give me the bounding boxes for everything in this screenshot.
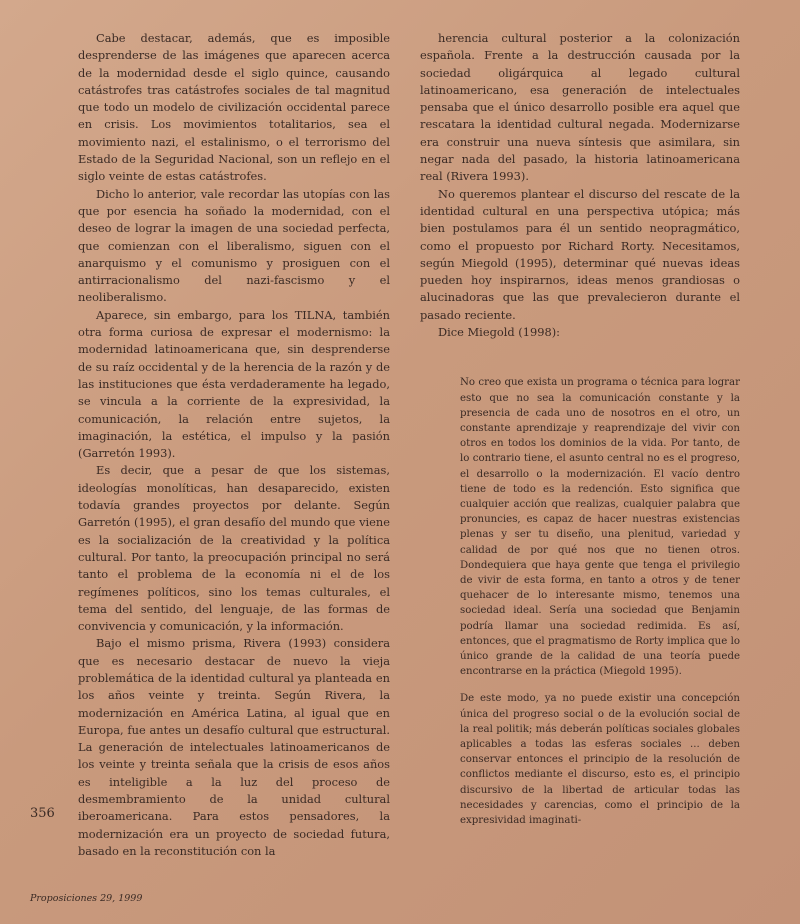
page-number: 356 [30, 806, 55, 821]
right-paragraph-1: herencia cultural posterior a la colonización española. Frente a la destrucción causada por la sociedad oligárquica al legado cultural latinoamericano, esa generación de intelectuales pensaba que el único desarrollo posible era aquel que rescatara la identidad cultural negada. Modernizarse era construir una nueva síntesis que asimilara, sin negar nada del pasado, la historia latinoamericana real (Rivera 1993). [420, 31, 740, 184]
right-column [420, 30, 740, 828]
left-paragraph-4: Es decir, que a pesar de que los sistemas, ideologías monolíticas, han desaparecido, existen todavía grandes proyectos por delante. Según Garretón (1995), el gran desafío del mundo que viene es la socialización de la creatividad y la política cultural. Por tanto, la preocupación principal no será tanto el problema de la economía ni el de los regímenes políticos, sino los temas culturales, el tema del sentido, del lenguaje, de las formas de convivencia y comunicación, y la información. [78, 463, 390, 634]
quote-paragraph-1: No creo que exista un programa o técnica para lograr esto que no sea la comunicación constante y la presencia de cada uno de nosotros en el otro, un constante aprendizaje y reaprendizaje del vivir con otros en todos los dominios de la vida. Por tanto, de lo contrario tiene, el asunto central no es el progreso, el desarrollo o la modernización. El vacío dentro tiene de todo es la redención. Esto significa que cualquier acción que realizas, cualquier palabra que pronuncies, es capaz de hacer nuestras existencias plenas y ser tu diseño, una plenitud, variedad y calidad de por qué nos que no tienen otros. Dondequiera que haya gente que tenga el privilegio de vivir de esta forma, en tanto a otros y de tener quehacer de lo interesante mismo, tenemos una sociedad ideal. Sería una sociedad que Benjamin podría llamar una sociedad redimida. Es así, entonces, que el pragmatismo de Rorty implica que lo único grande de la calidad de una teoría puede encontrarse en la práctica (Miegold 1995). [460, 377, 740, 678]
quote-paragraph-2: De este modo, ya no puede existir una concepción única del progreso social o de la evolución social de la real politik; más deberán políticas sociales globales aplicables a todas las esferas sociales ... deben conservar entonces el principio de la resolución de conflictos mediante el discurso, esto es, el principio discursivo de la libertad de articular todas las necesidades y carencias, como el principio de la expresividad imaginati- [460, 693, 740, 827]
left-column [78, 30, 390, 860]
right-paragraph-3: Dice Miegold (1998): [438, 325, 560, 340]
left-paragraph-1: Cabe destacar, además, que es imposible desprenderse de las imágenes que aparecen acerca de la modernidad desde el siglo quince, causando catástrofes tras catástrofes sociales de tal magnitud que todo un modelo de civilización occidental parece en crisis. Los movimientos totalitarios, sea el movimiento nazi, el estalinismo, o el terrorismo del Estado de la Seguridad Nacional, son un reflejo en el siglo veinte de estas catástrofes. [78, 31, 390, 184]
left-paragraph-5: Bajo el mismo prisma, Rivera (1993) considera que es necesario destacar de nuevo la vieja problemática de la identidad cultural ya planteada en los años veinte y treinta. Según Rivera, la modernización en América Latina, al igual que en Europa, fue antes un desafío cultural que estructural. La generación de intelectuales latinoamericanos de los veinte y treinta señala que la crisis de esos años es inteligible a la luz del proceso de desmembramiento de la unidad cultural iberoamericana. Para estos pensadores, la modernización era un proyecto de sociedad futura, basado en la reconstitución con la [78, 636, 390, 858]
journal-footer: Proposiciones 29, 1999 [30, 893, 143, 904]
left-paragraph-3: Aparece, sin embargo, para los TILNA, también otra forma curiosa de expresar el modernismo: la modernidad latinoamericana que, sin desprenderse de su raíz occidental y de la herencia de la razón y de las instituciones que ésta verdaderamente ha legado, se vincula a la corriente de la expresividad, la comunicación, la relación entre sujetos, la imaginación, la estética, el impulso y la pasión (Garretón 1993). [78, 307, 390, 461]
block-quote [460, 375, 740, 828]
right-paragraph-2: No queremos plantear el discurso del rescate de la identidad cultural en una perspectiva utópica; más bien postulamos para él un sentido neopragmático, como el propuesto por Richard Rorty. Necesitamos, según Miegold (1995), determinar qué nuevas ideas pueden hoy inspirarnos, ideas menos grandiosas o alucinadoras que las que prevalecieron durante el pasado reciente. [420, 186, 740, 322]
left-paragraph-2: Dicho lo anterior, vale recordar las utopías con las que por esencia ha soñado la modernidad, con el deseo de lograr la imagen de una sociedad perfecta, que comienzan con el liberalismo, siguen con el anarquismo y el comunismo y prosiguen con el antirracionalismo del nazi-fascismo y el neoliberalismo. [78, 186, 390, 305]
